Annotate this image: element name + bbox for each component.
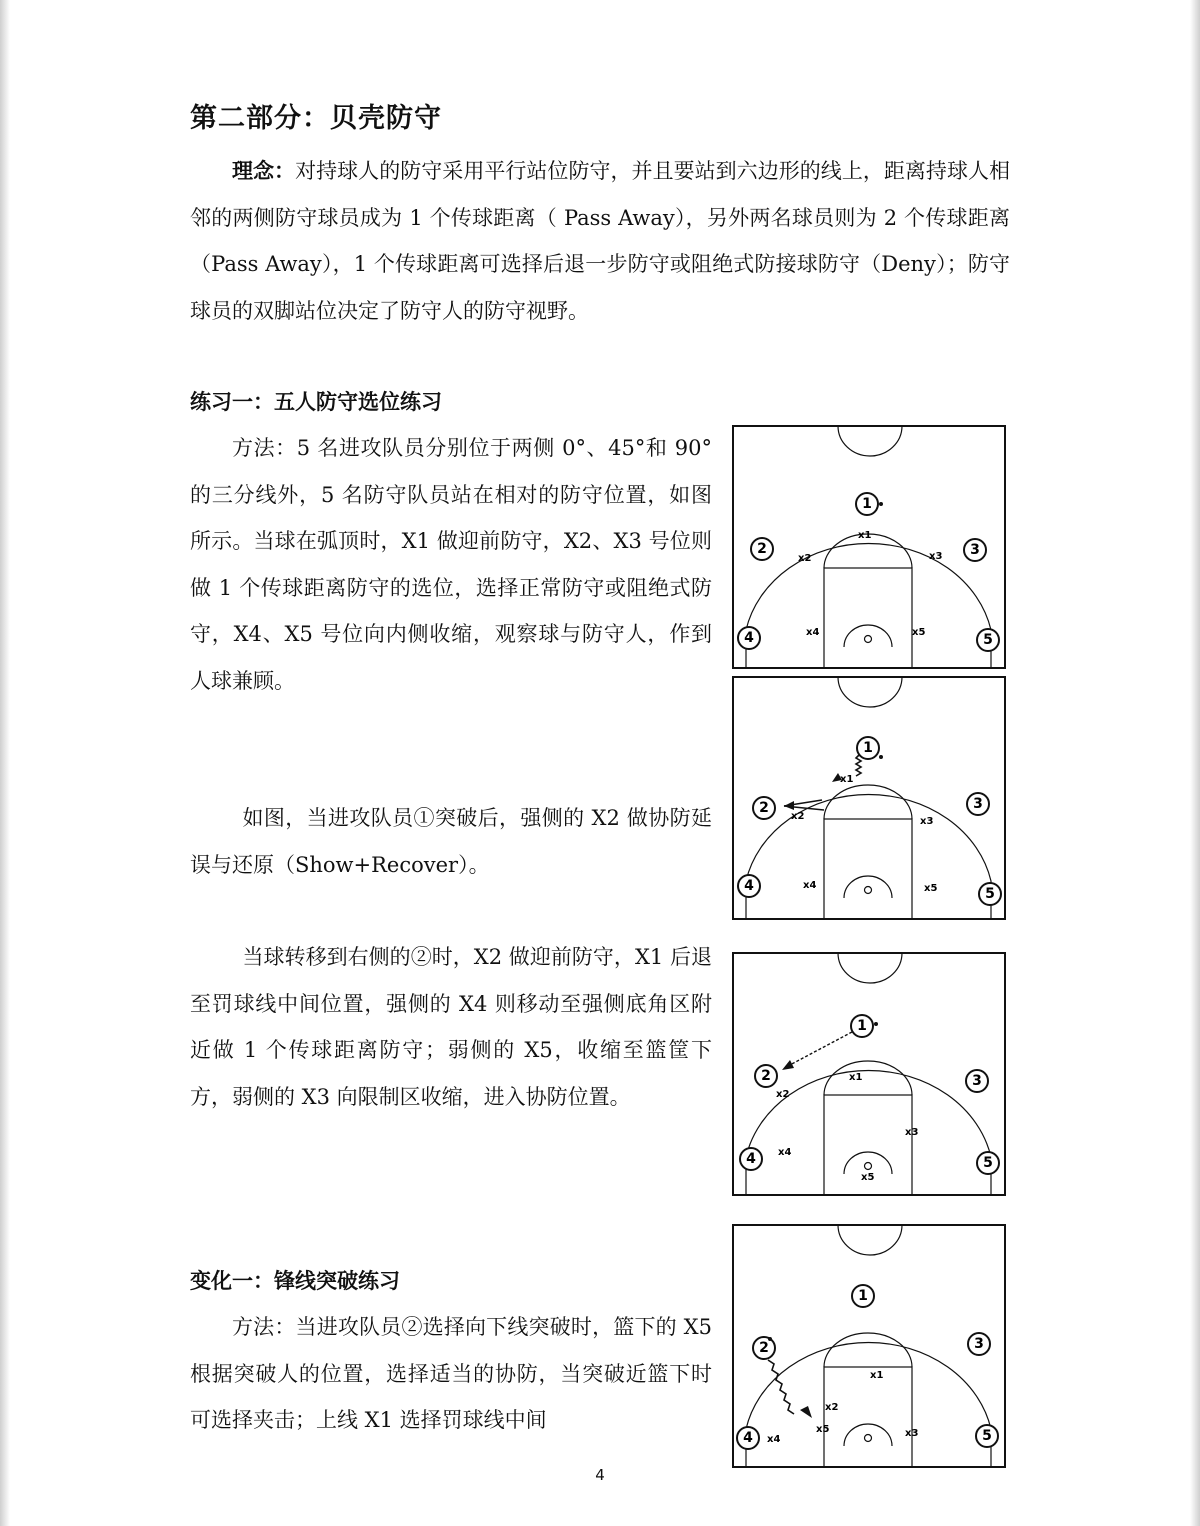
defender-x3: x3: [920, 816, 934, 827]
exercise1-para2: 如图，当进攻队员①突破后，强侧的 X2 做协防延误与还原（Show+Recover）。: [190, 806, 712, 877]
offense-player-4: [738, 875, 760, 897]
ball-marker: [874, 1022, 878, 1026]
three-point-arc: [746, 794, 991, 919]
paint-lane: [824, 1367, 912, 1467]
offense-player-2: [753, 797, 775, 819]
exercise1-para3: 当球转移到右侧的②时，X2 做迎前防守，X1 后退至罚球线中间位置，强侧的 X4 则移动至强侧底角区附近做 1 个传球距离防守；弱侧的 X5，收缩至篮筐下方，弱侧的 X3 向限制区收缩，进入协防位置。: [190, 945, 712, 1109]
defender-x5: x5: [924, 883, 938, 894]
court-diagram-4: [732, 1224, 1006, 1468]
court-diagram-3-svg: [732, 952, 1006, 1196]
defender-x2: x2: [798, 553, 812, 564]
page-edge-right: [1190, 0, 1200, 1526]
svg-text:3: 3: [970, 542, 980, 558]
ball-marker: [879, 502, 883, 506]
center-circle: [838, 1225, 902, 1255]
defender-x2: x2: [776, 1089, 790, 1100]
defender-x4: x4: [803, 880, 817, 891]
svg-text:3: 3: [973, 796, 983, 812]
svg-text:5: 5: [982, 1428, 992, 1444]
offense-player-5: [977, 1152, 999, 1174]
defender-x2: x2: [825, 1402, 839, 1413]
intro-body: 对持球人的防守采用平行站位防守，并且要站到六边形的线上，距离持球人相邻的两侧防守球员成为 1 个传球距离（ Pass Away），另外两名球员则为 2 个传球距离（Pass Away），1 个传球距离可选择后退一步防守或阻绝式防接球防守（Deny）；防守球员的双脚站位决定了防守人的防守视野。: [190, 159, 1011, 323]
offense-player-3: [966, 1070, 988, 1092]
court-diagram-2: [732, 676, 1006, 920]
intro-lead: 理念：: [232, 159, 296, 183]
defender-x4: x4: [767, 1434, 781, 1445]
court-diagram-1: [732, 425, 1006, 669]
court-boundary: [733, 677, 1005, 919]
defender-x5: x5: [912, 627, 926, 638]
court-diagram-4-svg: [732, 1224, 1006, 1468]
defender-x3: x3: [905, 1127, 919, 1138]
svg-text:3: 3: [974, 1336, 984, 1352]
defender-x3: x3: [929, 551, 943, 562]
free-throw-circle: [824, 1333, 912, 1367]
court-diagram-3: [732, 952, 1006, 1196]
show-arrowhead: [784, 801, 794, 810]
offense-player-4: [738, 627, 760, 649]
free-throw-circle: [824, 1061, 912, 1095]
defender-x1: x1: [858, 530, 872, 541]
court-diagram-1-svg: [732, 425, 1006, 669]
offense-player-4: [740, 1148, 762, 1170]
center-circle: [838, 426, 902, 456]
defender-x1: x1: [840, 774, 854, 785]
dribble-path: [768, 1360, 794, 1414]
page-number: 4: [595, 1466, 605, 1484]
pass-path: [788, 1032, 852, 1066]
svg-text:4: 4: [743, 1430, 753, 1446]
defender-x1: x1: [870, 1370, 884, 1381]
paint-lane: [824, 819, 912, 919]
intro-paragraph: [190, 148, 1010, 334]
svg-text:2: 2: [761, 1068, 771, 1084]
page-edge-left: [0, 0, 10, 1526]
svg-text:3: 3: [972, 1073, 982, 1089]
svg-text:1: 1: [857, 1018, 867, 1034]
svg-text:2: 2: [759, 800, 769, 816]
offense-player-2: [755, 1065, 777, 1087]
offense-player-5: [976, 1425, 998, 1447]
three-point-arc: [746, 543, 991, 668]
defender-x3: x3: [905, 1428, 919, 1439]
svg-text:2: 2: [757, 541, 767, 557]
three-point-arc: [746, 1342, 991, 1467]
basket-rim: [865, 1163, 872, 1170]
svg-text:5: 5: [983, 1155, 993, 1171]
pass-arrowhead: [782, 1060, 794, 1070]
svg-text:4: 4: [744, 878, 754, 894]
section-title: 第二部分：贝壳防守: [190, 103, 442, 134]
exercise1-title: 练习一：五人防守选位练习: [190, 390, 442, 414]
paint-lane: [824, 568, 912, 668]
dribble-path: [856, 754, 861, 776]
court-diagram-2-svg: [732, 676, 1006, 920]
center-circle: [838, 953, 902, 983]
offense-player-1: [856, 493, 878, 515]
svg-text:4: 4: [746, 1151, 756, 1167]
svg-text:4: 4: [744, 630, 754, 646]
basket-rim: [865, 887, 872, 894]
svg-text:1: 1: [862, 496, 872, 512]
variation1-method: 方法：当进攻队员②选择向下线突破时，篮下的 X5 根据突破人的位置，选择适当的协防，当突破近篮下时可选择夹击；上线 X1 选择罚球线中间: [190, 1315, 712, 1432]
offense-player-1: [857, 737, 879, 759]
offense-player-2: [753, 1337, 775, 1359]
center-circle: [838, 677, 902, 707]
ball-marker: [768, 1337, 772, 1341]
svg-text:1: 1: [863, 740, 873, 756]
offense-player-2: [751, 538, 773, 560]
offense-player-3: [964, 539, 986, 561]
defender-x4: x4: [778, 1147, 792, 1158]
exercise1-method: 方法：5 名进攻队员分别位于两侧 0°、45°和 90°的三分线外，5 名防守队员站在相对的防守位置，如图所示。当球在弧顶时，X1 做迎前防守，X2、X3 号位则做 1 个传球距离防守的选位，选择正常防守或阻绝式防守，X4、X5 号位向内侧收缩，观察球与防守人，作到人球兼顾。: [190, 436, 712, 693]
variation1-title: 变化一：锋线突破练习: [190, 1269, 400, 1293]
ball-marker: [879, 755, 883, 759]
offense-player-4: [737, 1427, 759, 1449]
offense-player-5: [979, 883, 1001, 905]
defender-x2: x2: [791, 811, 805, 822]
defender-x1: x1: [849, 1072, 863, 1083]
svg-text:1: 1: [858, 1288, 868, 1304]
free-throw-circle: [824, 785, 912, 819]
svg-text:5: 5: [983, 632, 993, 648]
basket-rim: [865, 636, 872, 643]
dribble-arrowhead: [800, 1406, 812, 1418]
offense-player-3: [967, 793, 989, 815]
defender-x4: x4: [806, 627, 820, 638]
svg-text:5: 5: [985, 886, 995, 902]
svg-text:2: 2: [759, 1340, 769, 1356]
offense-player-1: [852, 1285, 874, 1307]
offense-player-5: [977, 629, 999, 651]
defender-x5: x5: [861, 1172, 875, 1183]
offense-player-1: [851, 1015, 873, 1037]
offense-player-3: [968, 1333, 990, 1355]
defender-x5: x5: [816, 1424, 830, 1435]
basket-rim: [865, 1435, 872, 1442]
